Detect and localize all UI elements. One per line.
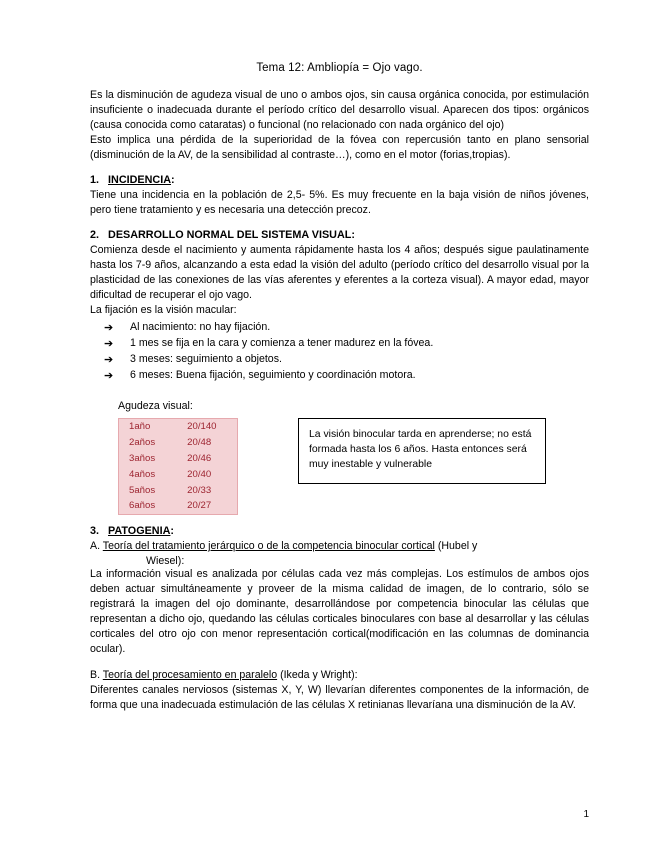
table-cell-age: 2años: [129, 436, 156, 448]
table-row: [119, 483, 238, 499]
agudeza-visual-table: [118, 418, 238, 515]
section-title-3: PATOGENIA: [108, 525, 171, 538]
intro-paragraph-1: Es la disminución de agudeza visual de uno o ambos ojos, sin causa orgánica conocida, por estimulación insuficiente o inadecuada durante el período crítico del desarrollo visual. Aparecen dos tipos: orgánicos (causa conocida como cataratas) o funcional (no relacionado con nada orgánico del ojo): [90, 89, 589, 132]
table-row: [119, 435, 238, 451]
table-cell-age: 5años: [129, 484, 156, 496]
table-cell-value: 20/40: [187, 468, 212, 480]
section-number-3: 3.: [90, 525, 100, 538]
section-heading-incidencia: [90, 174, 589, 186]
note-box: La visión binocular tarda en aprenderse; no está formada hasta los 6 años. Hasta entonces será muy inestable y vulnerable: [298, 418, 546, 484]
section-title-3-suffix: :: [170, 525, 175, 538]
table-cell-value: 20/140: [187, 420, 217, 432]
section-body-incidencia: Tiene una incidencia en la población de 2,5- 5%. Es muy frecuente en la baja visión de niños jóvenes, pero tiene tratamiento y es necesaria una detección precoz.: [90, 189, 589, 217]
arrow-icon: ➔: [104, 322, 114, 335]
item-a-author: (Hubel y: [437, 540, 478, 553]
table-cell-value: 20/33: [187, 484, 212, 496]
section-title-1-suffix: :: [171, 174, 175, 187]
table-cell-value: 20/27: [187, 500, 212, 512]
patogenia-item-a-body: La información visual es analizada por células cada vez más complejas. Los estímulos de ambos ojos deben actuar simultáneamente y proveer de la misma calidad de imagen, de lo contrario, sólo se registrará la imagen del ojo dominante, desarrollándose por competencia binocular las células que representan a dicho ojo, quedando las células corticales binoculares con base al desarrollar y las células corticales del otro ojo con menor representación cortical(modificación en las columnas de dominancia ocular).: [90, 567, 589, 655]
section-title-2: DESARROLLO NORMAL DEL SISTEMA VISUAL:: [108, 229, 355, 242]
section-number-1: 1.: [90, 174, 100, 187]
intro-paragraph-2: Esto implica una pérdida de la superioridad de la fóvea con repercusión tanto en plano sensorial (disminución de la AV, de la sensibilidad al contraste…), como en el motor (forias,tropias).: [90, 134, 589, 162]
table-cell-age: 4años: [129, 468, 156, 480]
list-item: [104, 320, 589, 336]
item-b-underlined-title: Teoría del procesamiento en paralelo: [102, 668, 278, 681]
item-b-author: (Ikeda y Wright):: [280, 668, 358, 681]
agudeza-and-note-row: [118, 418, 589, 515]
table-cell-value: 20/46: [187, 452, 212, 464]
section-heading-patogenia: [90, 525, 589, 537]
arrow-icon: ➔: [104, 354, 114, 367]
list-item: [104, 368, 589, 384]
patogenia-item-b-heading: [90, 668, 589, 683]
item-a-author-second-line: Wiesel):: [146, 554, 185, 567]
table-row: [119, 467, 238, 483]
table-cell-age: 6años: [129, 500, 156, 512]
item-a-underlined-title: Teoría del tratamiento jerárquico o de la competencia binocular cortical: [102, 540, 435, 553]
list-item: [104, 336, 589, 352]
item-b-letter: B.: [90, 668, 101, 681]
item-a-letter: A.: [90, 540, 101, 553]
page-number: 1: [583, 809, 589, 820]
table-row: [119, 418, 238, 434]
section-subtitle-fijacion: La fijación es la visión macular:: [90, 304, 237, 317]
list-item-label: 1 mes se fija en la cara y comienza a tener madurez en la fóvea.: [130, 337, 434, 350]
table-row: [119, 498, 238, 514]
table-cell-value: 20/48: [187, 436, 212, 448]
page-title: Tema 12: Ambliopía = Ojo vago.: [256, 62, 423, 74]
list-item-label: Al nacimiento: no hay fijación.: [130, 321, 271, 334]
section-heading-desarrollo: [90, 229, 589, 241]
list-item-label: 6 meses: Buena fijación, seguimiento y coordinación motora.: [130, 369, 416, 382]
patogenia-item-a-heading: [90, 539, 589, 554]
agudeza-visual-label: Agudeza visual:: [118, 399, 193, 412]
section-body-desarrollo: Comienza desde el nacimiento y aumenta rápidamente hasta los 4 años; después sigue paulatinamente hasta los 7-9 años, alcanzando a esta edad la visión del adulto (período crítico del desarrollo visual por la plasticidad de las conexiones de las vías aferentes y eferentes a la corteza visual). A mayor edad, mayor dificultad de recuperar el ojo vago.: [90, 244, 589, 302]
table-cell-age: 3años: [129, 452, 156, 464]
arrow-icon: ➔: [104, 370, 114, 383]
fijacion-list: [90, 320, 589, 384]
list-item: [104, 352, 589, 368]
patogenia-item-b-body: Diferentes canales nerviosos (sistemas X, Y, W) llevarían diferentes componentes de la información, de forma que una inadecuada estimulación de las células X retinianas llevaríana una disminución de la AV.: [90, 684, 589, 712]
section-title-1: INCIDENCIA: [108, 174, 171, 187]
list-item-label: 3 meses: seguimiento a objetos.: [130, 353, 282, 366]
arrow-icon: ➔: [104, 338, 114, 351]
table-cell-age: 1año: [129, 420, 151, 432]
table-row: [119, 451, 238, 467]
section-number-2: 2.: [90, 229, 100, 242]
